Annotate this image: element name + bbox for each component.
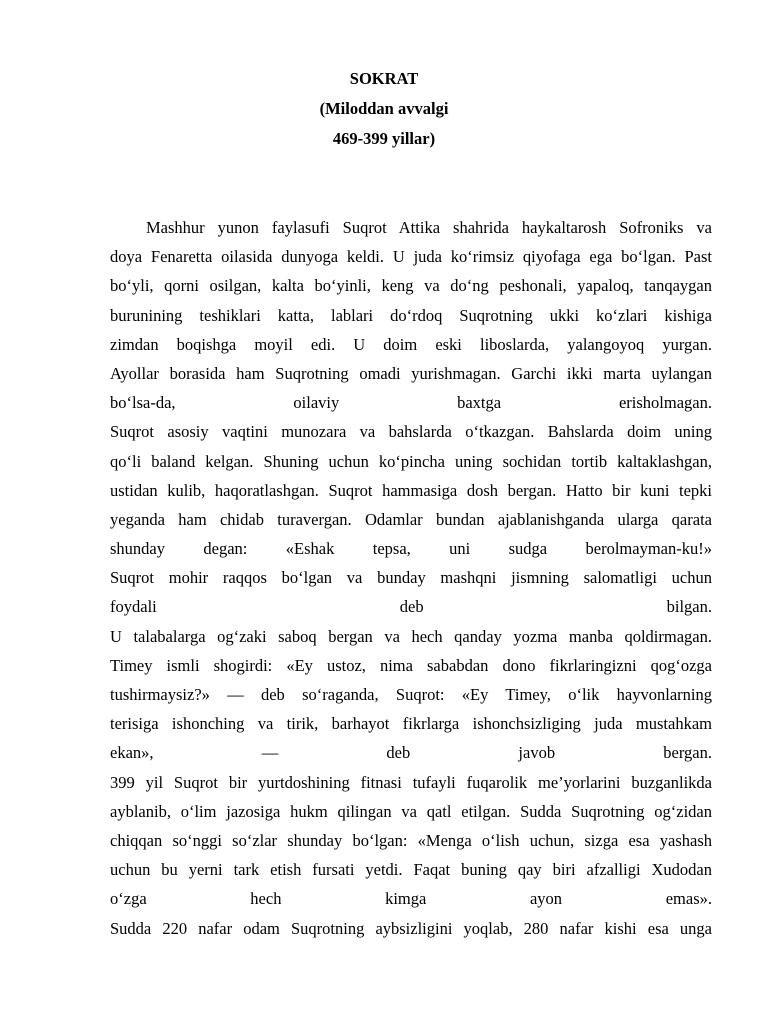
text-line: Ayollar borasida ham Suqrotning omadi yurishmagan. Garchi ikki marta uylangan: [110, 363, 712, 383]
document-body: [110, 213, 712, 943]
text-line: 399 yil Suqrot bir yurtdoshining fitnasi tufayli fuqarolik me’yorlarini buzganlikda: [110, 772, 712, 792]
text-line: terisiga ishonching va tirik, barhayot fikrlarga ishonchsizliging juda mustahkam: [110, 714, 712, 734]
document-subtitle-line-1: (Miloddan avvalgi: [319, 99, 449, 118]
text-line: ayblanib, o‘lim jazosiga hukm qilingan va qatl etilgan. Sudda Suqrotning og‘zidan: [110, 801, 712, 821]
text-line: yeganda ham chidab turavergan. Odamlar bundan ajablanishganda ularga qarata: [110, 509, 712, 529]
text-line: ustidan kulib, haqoratlashgan. Suqrot hammasiga dosh bergan. Hatto bir kuni tepki: [110, 480, 712, 500]
text-line: chiqqan so‘nggi so‘zlar shunday bo‘lgan: «Menga o‘lish uchun, sizga esa yashash: [110, 830, 712, 850]
text-line: o‘zga hech kimga ayon emas».: [110, 889, 712, 909]
text-line: zimdan boqishga moyil edi. U doim eski liboslarda, yalangoyoq yurgan.: [110, 334, 712, 354]
text-line: ekan», — deb javob bergan.: [110, 743, 712, 763]
text-line: bo‘lsa-da, oilaviy baxtga erisholmagan.: [110, 393, 712, 413]
text-line: burunining teshiklari katta, lablari do‘rdoq Suqrotning ukki ko‘zlari kishiga: [110, 305, 712, 325]
document-title: SOKRAT: [349, 69, 419, 88]
text-line: uchun bu yerni tark etish fursati yetdi. Faqat buning qay biri afzalligi Xudodan: [110, 860, 712, 880]
text-line: Timey ismli shogirdi: «Ey ustoz, nima sababdan dono fikrlaringizni qog‘ozga: [110, 655, 712, 675]
text-line: Suqrot mohir raqqos bo‘lgan va bunday mashqni jismning salomatligi uchun: [110, 568, 712, 588]
text-line: Mashhur yunon faylasufi Suqrot Attika shahrida haykaltarosh Sofroniks va: [146, 218, 712, 237]
text-line: doya Fenaretta oilasida dunyoga keldi. U juda ko‘rimsiz qiyofaga ega bo‘lgan. Past: [110, 247, 712, 267]
text-line: Suqrot asosiy vaqtini munozara va bahslarda o‘tkazgan. Bahslarda doim uning: [110, 422, 712, 442]
text-line: qo‘li baland kelgan. Shuning uchun ko‘pincha uning sochidan tortib kaltaklashgan,: [110, 451, 712, 471]
text-line: shunday degan: «Eshak tepsa, uni sudga berolmayman-ku!»: [110, 539, 712, 559]
document-subtitle-line-2: 469-399 yillar): [332, 129, 436, 148]
text-line: tushirmaysiz?» — deb so‘raganda, Suqrot: «Ey Timey, o‘lik hayvonlarning: [110, 685, 712, 704]
text-line: U talabalarga og‘zaki saboq bergan va hech qanday yozma manba qoldirmagan.: [110, 626, 712, 646]
text-line: Sudda 220 nafar odam Suqrotning aybsizligini yoqlab, 280 nafar kishi esa unga: [110, 918, 712, 938]
text-line: foydali deb bilgan.: [110, 597, 712, 617]
text-line: bo‘yli, qorni osilgan, kalta bo‘yinli, keng va do‘ng peshonali, yapaloq, tanqaygan: [110, 276, 712, 296]
